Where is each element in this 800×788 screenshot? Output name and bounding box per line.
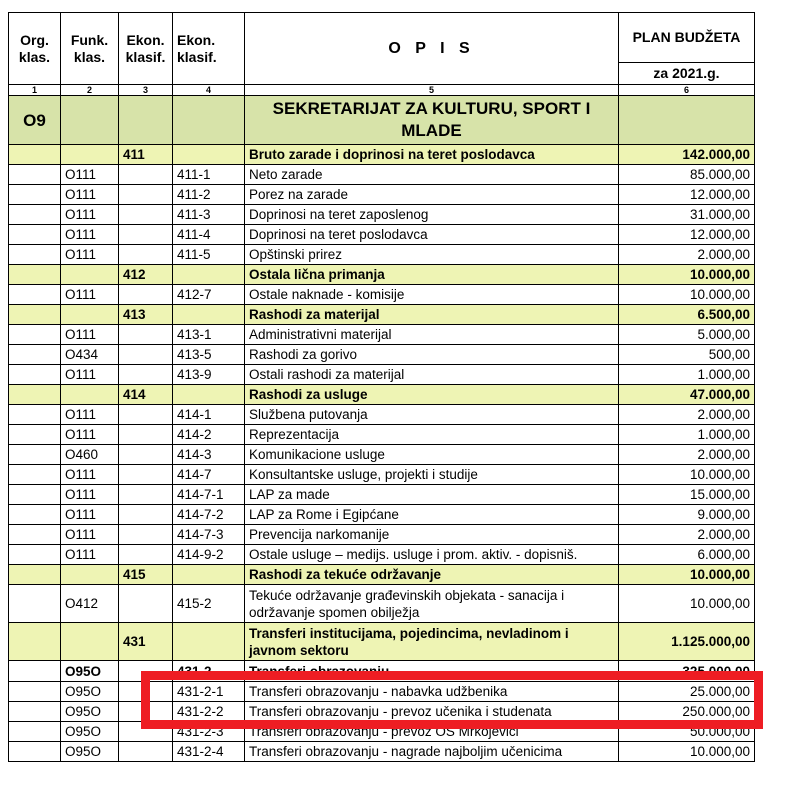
cell-sub: 414-7-3 [173,525,245,545]
cell-amount: 2.000,00 [619,525,755,545]
header-funk: Funk. klas. [61,13,119,85]
cell-ekon [119,485,173,505]
cell-amount: 6.500,00 [619,305,755,325]
cell-amount: 1.000,00 [619,425,755,445]
col-num-6: 6 [619,85,755,96]
budget-table [8,12,755,762]
table-row [9,165,755,185]
cell-funk: O111 [61,405,119,425]
org-empty [619,96,755,145]
cell-org [9,365,61,385]
table-row [9,545,755,565]
cell-funk: O111 [61,505,119,525]
cell-org [9,345,61,365]
cell-sub: 411-1 [173,165,245,185]
group-row [9,145,755,165]
cell-ekon [119,245,173,265]
col-num-1: 1 [9,85,61,96]
table-row [9,702,755,722]
cell-sub: 413-9 [173,365,245,385]
cell-amount: 2.000,00 [619,405,755,425]
cell-org [9,165,61,185]
cell-opis: LAP za Rome i Egipćane [245,505,619,525]
cell-ekon [119,285,173,305]
cell-opis: Rashodi za usluge [245,385,619,405]
table-row [9,465,755,485]
cell-amount: 2.000,00 [619,245,755,265]
cell-org [9,485,61,505]
cell-amount: 31.000,00 [619,205,755,225]
cell-opis: Tekuće održavanje građevinskih objekata - sanacija i održavanje spomen obilježja [245,585,619,623]
cell-org [9,265,61,285]
cell-opis: Komunikacione usluge [245,445,619,465]
cell-opis: Reprezentacija [245,425,619,445]
table-row [9,365,755,385]
cell-org [9,445,61,465]
group-row [9,623,755,661]
cell-org [9,661,61,682]
col-num-3: 3 [119,85,173,96]
table-row [9,285,755,305]
cell-ekon: 415 [119,565,173,585]
cell-ekon: 412 [119,265,173,285]
cell-amount: 10.000,00 [619,585,755,623]
cell-opis: Rashodi za tekuće održavanje [245,565,619,585]
cell-funk: O412 [61,585,119,623]
group-row [9,565,755,585]
cell-amount: 12.000,00 [619,225,755,245]
cell-ekon [119,585,173,623]
cell-amount: 10.000,00 [619,742,755,762]
cell-org [9,623,61,661]
header-ekon-2: Ekon. klasif. [173,13,245,85]
header-org: Org. klas. [9,13,61,85]
cell-funk: O111 [61,325,119,345]
cell-ekon [119,661,173,682]
cell-org [9,305,61,325]
cell-ekon [119,682,173,702]
cell-sub: 411-2 [173,185,245,205]
cell-amount: 50.000,00 [619,722,755,742]
cell-org [9,145,61,165]
cell-org [9,205,61,225]
cell-ekon: 431 [119,623,173,661]
table-row [9,722,755,742]
table-row [9,525,755,545]
cell-opis: Konsultantske usluge, projekti i studije [245,465,619,485]
org-empty [173,96,245,145]
cell-funk [61,385,119,405]
cell-org [9,285,61,305]
cell-ekon [119,185,173,205]
cell-funk: O460 [61,445,119,465]
cell-amount: 9.000,00 [619,505,755,525]
cell-funk: O111 [61,525,119,545]
cell-sub [173,565,245,585]
cell-opis: Transferi obrazovanju - prevoz OŠ Mrkojevići [245,722,619,742]
table-row [9,585,755,623]
table-row [9,661,755,682]
cell-opis: Ostale naknade - komisije [245,285,619,305]
cell-amount: 325.000,00 [619,661,755,682]
cell-funk [61,623,119,661]
cell-org [9,325,61,345]
cell-opis: Transferi institucijama, pojedincima, nevladinom i javnom sektoru [245,623,619,661]
cell-org [9,185,61,205]
cell-opis: Doprinosi na teret zaposlenog [245,205,619,225]
cell-sub: 413-1 [173,325,245,345]
cell-funk: O111 [61,245,119,265]
cell-ekon [119,445,173,465]
cell-amount: 500,00 [619,345,755,365]
cell-ekon: 414 [119,385,173,405]
cell-funk: O95O [61,682,119,702]
cell-sub: 431-2-4 [173,742,245,762]
cell-sub [173,145,245,165]
cell-sub [173,623,245,661]
cell-sub: 411-4 [173,225,245,245]
cell-amount: 5.000,00 [619,325,755,345]
cell-ekon [119,205,173,225]
cell-sub: 415-2 [173,585,245,623]
cell-ekon [119,702,173,722]
org-empty [119,96,173,145]
group-row [9,385,755,405]
cell-opis: Bruto zarade i doprinosi na teret poslodavca [245,145,619,165]
cell-sub: 411-3 [173,205,245,225]
cell-funk: O111 [61,365,119,385]
cell-org [9,385,61,405]
cell-org [9,565,61,585]
table-row [9,505,755,525]
table-row [9,245,755,265]
cell-org [9,425,61,445]
cell-amount: 12.000,00 [619,185,755,205]
cell-opis: Ostale usluge – medijs. usluge i prom. aktiv. - dopisniš. [245,545,619,565]
cell-org [9,465,61,485]
table-row [9,185,755,205]
cell-funk: O95O [61,722,119,742]
cell-funk: O111 [61,485,119,505]
cell-org [9,505,61,525]
table-row [9,405,755,425]
cell-org [9,682,61,702]
cell-funk: O111 [61,225,119,245]
org-empty [61,96,119,145]
cell-org [9,225,61,245]
cell-funk: O111 [61,165,119,185]
org-row [9,96,755,145]
cell-funk: O111 [61,185,119,205]
cell-sub: 412-7 [173,285,245,305]
cell-opis: LAP za made [245,485,619,505]
cell-opis: Neto zarade [245,165,619,185]
cell-amount: 2.000,00 [619,445,755,465]
cell-amount: 47.000,00 [619,385,755,405]
cell-amount: 15.000,00 [619,485,755,505]
cell-amount: 10.000,00 [619,265,755,285]
cell-org [9,245,61,265]
cell-sub: 414-3 [173,445,245,465]
table-row [9,225,755,245]
cell-opis: Porez na zarade [245,185,619,205]
table-row [9,682,755,702]
cell-sub: 414-1 [173,405,245,425]
table-row [9,205,755,225]
cell-funk: O111 [61,425,119,445]
org-code: O9 [9,96,61,145]
cell-opis: Službena putovanja [245,405,619,425]
cell-sub: 414-7-2 [173,505,245,525]
cell-funk: O111 [61,465,119,485]
cell-ekon [119,345,173,365]
cell-opis: Ostala lična primanja [245,265,619,285]
cell-funk: O95O [61,661,119,682]
col-num-2: 2 [61,85,119,96]
cell-org [9,742,61,762]
cell-ekon [119,505,173,525]
group-row [9,265,755,285]
cell-amount: 6.000,00 [619,545,755,565]
cell-ekon [119,465,173,485]
cell-ekon [119,525,173,545]
header-opis: O P I S [245,13,619,85]
cell-opis: Doprinosi na teret poslodavca [245,225,619,245]
header-year: za 2021.g. [619,63,755,85]
cell-sub: 414-7 [173,465,245,485]
cell-org [9,585,61,623]
cell-opis: Prevencija narkomanije [245,525,619,545]
cell-amount: 142.000,00 [619,145,755,165]
table-row [9,325,755,345]
cell-amount: 1.125.000,00 [619,623,755,661]
cell-amount: 10.000,00 [619,565,755,585]
cell-opis: Transferi obrazovanju - nabavka udžbenika [245,682,619,702]
cell-ekon: 413 [119,305,173,325]
cell-funk: O111 [61,285,119,305]
cell-ekon [119,722,173,742]
table-row [9,425,755,445]
cell-org [9,405,61,425]
cell-funk [61,145,119,165]
cell-amount: 10.000,00 [619,465,755,485]
cell-ekon [119,742,173,762]
cell-org [9,722,61,742]
cell-funk [61,305,119,325]
cell-funk [61,265,119,285]
header-plan: PLAN BUDŽETA [619,13,755,63]
cell-sub: 414-2 [173,425,245,445]
cell-funk: O434 [61,345,119,365]
header-row [9,13,755,63]
cell-opis: Administrativni materijal [245,325,619,345]
cell-ekon [119,545,173,565]
cell-org [9,702,61,722]
cell-sub: 431-2-2 [173,702,245,722]
col-num-4: 4 [173,85,245,96]
cell-sub: 431-2-1 [173,682,245,702]
cell-opis: Transferi obrazovanju - nagrade najboljim učenicima [245,742,619,762]
cell-funk: O111 [61,205,119,225]
cell-sub: 414-7-1 [173,485,245,505]
cell-opis: Transferi obrazovanju - prevoz učenika i studenata [245,702,619,722]
cell-ekon [119,225,173,245]
table-row [9,345,755,365]
cell-amount: 25.000,00 [619,682,755,702]
cell-amount: 85.000,00 [619,165,755,185]
cell-sub [173,265,245,285]
cell-opis: Transferi obrazovanju [245,661,619,682]
cell-funk: O95O [61,702,119,722]
cell-amount: 1.000,00 [619,365,755,385]
cell-sub: 413-5 [173,345,245,365]
group-row [9,305,755,325]
cell-ekon [119,325,173,345]
cell-org [9,545,61,565]
cell-amount: 250.000,00 [619,702,755,722]
header-ekon-1: Ekon. klasif. [119,13,173,85]
cell-opis: Ostali rashodi za materijal [245,365,619,385]
cell-ekon [119,165,173,185]
cell-ekon: 411 [119,145,173,165]
cell-ekon [119,425,173,445]
cell-sub [173,305,245,325]
cell-opis: Rashodi za materijal [245,305,619,325]
cell-sub: 411-5 [173,245,245,265]
cell-sub: 414-9-2 [173,545,245,565]
cell-amount: 10.000,00 [619,285,755,305]
org-title: SEKRETARIJAT ZA KULTURU, SPORT I MLADE [245,96,619,145]
col-num-5: 5 [245,85,619,96]
table-row [9,445,755,465]
cell-funk [61,565,119,585]
cell-funk: O111 [61,545,119,565]
cell-ekon [119,405,173,425]
cell-sub [173,385,245,405]
table-row [9,485,755,505]
cell-org [9,525,61,545]
column-number-row [9,85,755,96]
cell-sub: 431-2 [173,661,245,682]
table-row [9,742,755,762]
cell-opis: Opštinski prirez [245,245,619,265]
cell-funk: O95O [61,742,119,762]
cell-sub: 431-2-3 [173,722,245,742]
cell-opis: Rashodi za gorivo [245,345,619,365]
cell-ekon [119,365,173,385]
